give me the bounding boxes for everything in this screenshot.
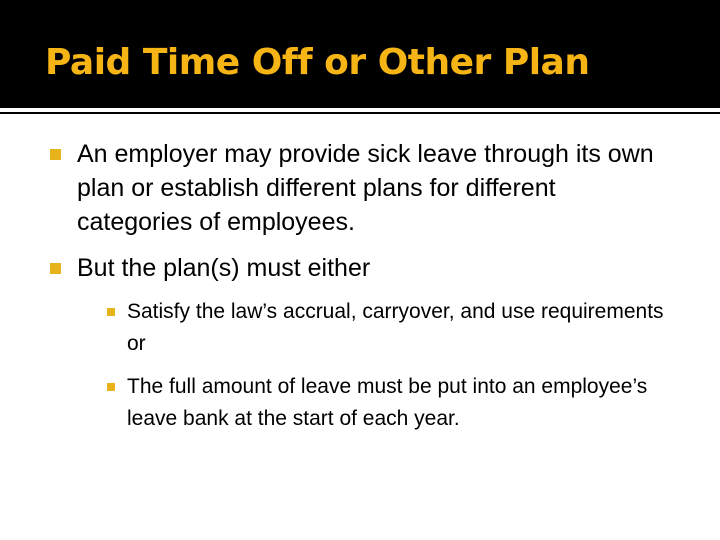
bullet-item xyxy=(54,137,674,239)
square-bullet-icon xyxy=(50,263,61,274)
sub-bullet-item xyxy=(108,371,668,435)
square-bullet-icon xyxy=(50,149,61,160)
sub-bullet-item xyxy=(108,296,668,360)
bullet-item xyxy=(54,251,674,285)
slide-title: Paid Time Off or Other Plan xyxy=(45,42,590,83)
sub-bullet-text: Satisfy the law’s accrual, carryover, and use requirements or xyxy=(127,300,664,355)
square-bullet-icon xyxy=(107,308,115,316)
sub-bullet-text: The full amount of leave must be put into an employee’s leave bank at the start of each year. xyxy=(127,375,648,430)
title-bar xyxy=(0,0,720,108)
bullet-text: An employer may provide sick leave through its own plan or establish different plans for different categories of employees. xyxy=(77,140,654,236)
bullet-text: But the plan(s) must either xyxy=(77,254,371,282)
title-divider-line xyxy=(0,112,720,114)
square-bullet-icon xyxy=(107,383,115,391)
